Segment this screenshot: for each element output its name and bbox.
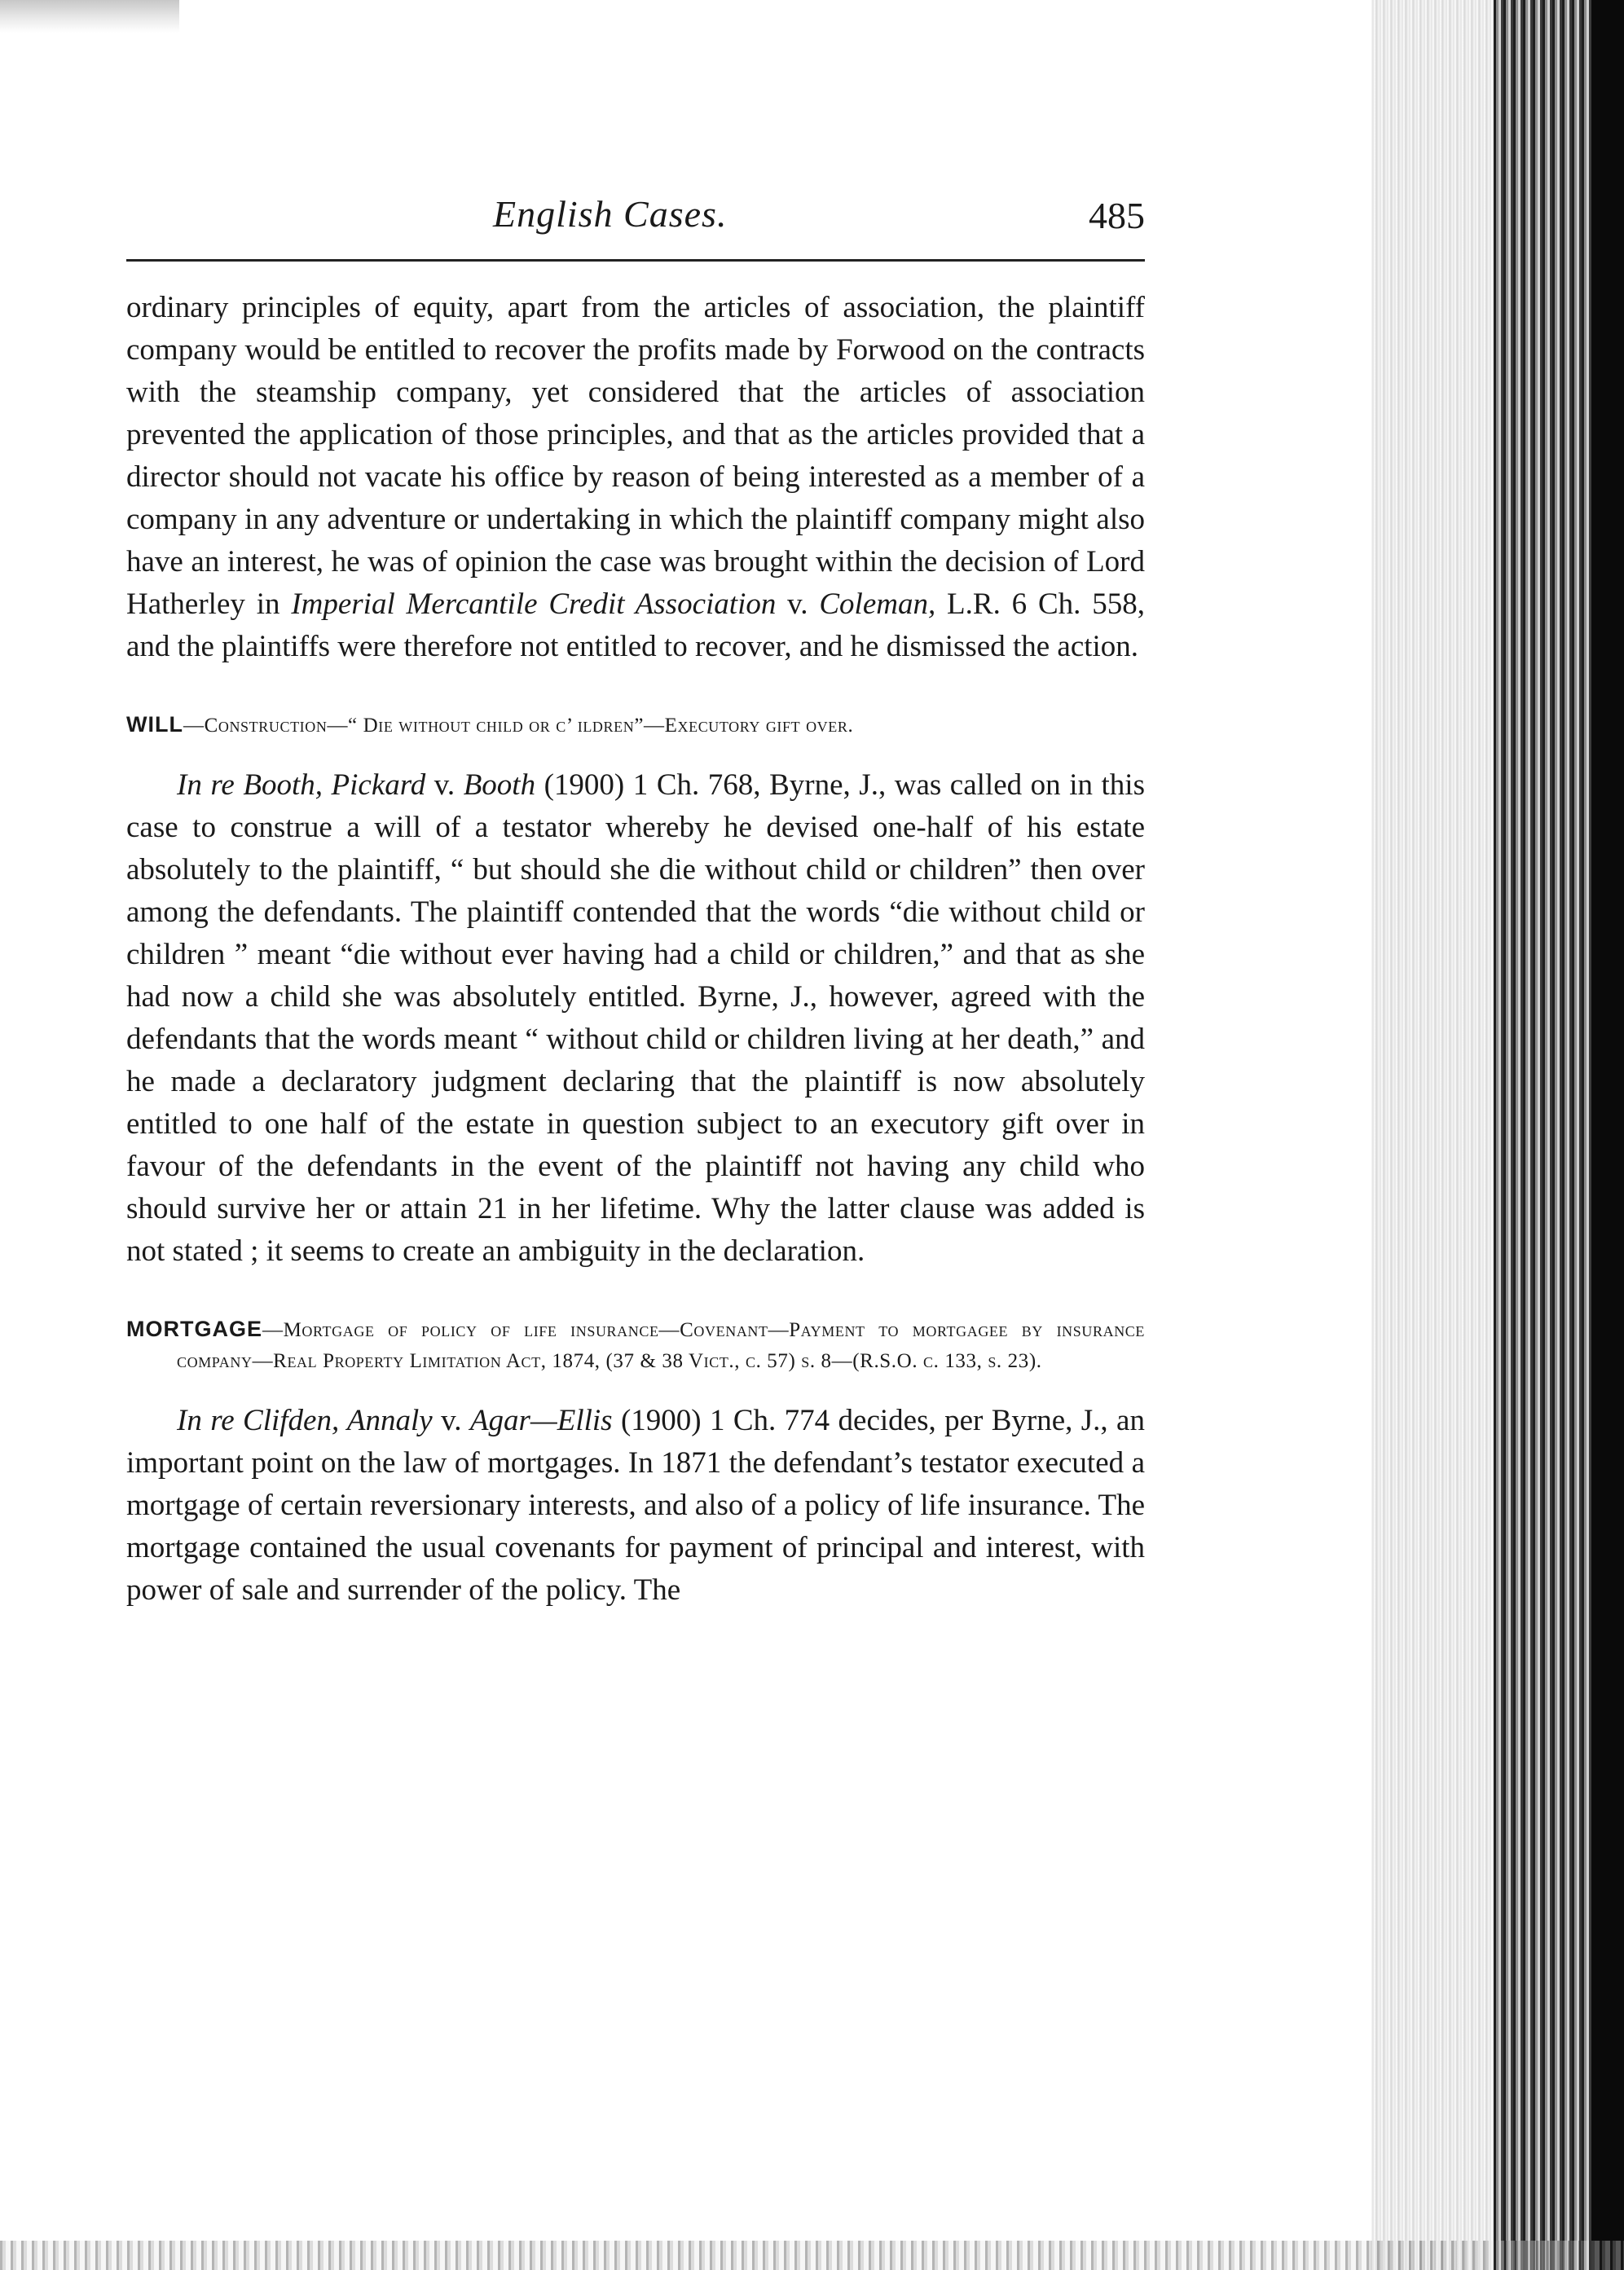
page-edge-speckle bbox=[1371, 0, 1494, 2270]
spacer bbox=[126, 668, 1145, 709]
page-number: 485 bbox=[1089, 195, 1145, 236]
spacer bbox=[126, 1377, 1145, 1400]
spacer bbox=[126, 1273, 1145, 1313]
headnote-mortgage bbox=[126, 1313, 1145, 1377]
spacer bbox=[126, 741, 1145, 764]
versus: v. bbox=[425, 768, 464, 802]
case-name: In re Clifden, Annaly bbox=[177, 1404, 433, 1437]
paragraph-text-end: L.R. 6 Ch. 558, and the plaintiffs were therefore not entitled to recover, and he dismissed the action. bbox=[126, 587, 1145, 663]
page-header bbox=[126, 186, 1145, 251]
versus: v. bbox=[432, 1404, 470, 1437]
headnote-will bbox=[126, 709, 1145, 741]
case-name: In re Booth, Pickard bbox=[177, 768, 426, 802]
paragraph-text: ordinary principles of equity, apart from the articles of association, the plaintiff company would be entitled to recover the profits made by Forwood on the contracts with the steamship company, yet considered that the articles of association prevented the application of those principles, and that as the articles provided that a director should not vacate his office by reason of being interested as a member of a company in any adventure or undertaking in which the plaintiff company might also have an interest, he was of opinion the case was brought within the decision of Lord Hatherley in bbox=[126, 291, 1145, 621]
headnote-keyword: WILL bbox=[126, 712, 183, 737]
scan-artifact-bottom bbox=[0, 2241, 1624, 2270]
paragraph-clifden bbox=[126, 1400, 1145, 1612]
versus: v. bbox=[776, 587, 820, 621]
running-title: English Cases. bbox=[493, 193, 728, 235]
page-edge-stripes bbox=[1494, 0, 1591, 2270]
case-party: Booth bbox=[463, 768, 536, 802]
headnote-keyword: MORTGAGE bbox=[126, 1317, 262, 1341]
paragraph-text: (1900) 1 Ch. 768, Byrne, J., was called on in this case to construe a will of a testator whereby he devised one-half of his estate absolutely to the plaintiff, “ but should she die without child or children” then over among the defendants. The plaintiff contended that the words “die without child or children ” meant “die without ever having had a child or children,” and that as she had now a child she was absolutely entitled. Byrne, J., however, agreed with the defendants that the words meant “ without child or children living at her death,” and he made a declaratory judgment declaring that the plaintiff is now absolutely entitled to one half of the estate in question subject to an executory gift over in favour of the defendants in the event of the plaintiff not having any child who should survive her or attain 21 in her lifetime. Why the latter clause was added is not stated ; it seems to create an ambiguity in the declaration. bbox=[126, 768, 1145, 1268]
scan-artifact-top bbox=[0, 0, 179, 33]
page-edge-shadow bbox=[1371, 0, 1624, 2270]
case-party: Agar—Ellis bbox=[469, 1404, 613, 1437]
paragraph-text: (1900) 1 Ch. 774 decides, per Byrne, J., an important point on the law of mortgages. In 1871 the defendant’s testator executed a mortgage of certain reversionary interests, and also of a policy of life insurance. The mortgage contained the usual covenants for payment of principal and interest, with power of sale and surrender of the policy. The bbox=[126, 1404, 1145, 1607]
paragraph-continuation bbox=[126, 287, 1145, 668]
paragraph-booth bbox=[126, 764, 1145, 1273]
page-edge-dark bbox=[1591, 0, 1624, 2270]
headnote-text: —Construction—“ Die without child or c’ ildren”—Executory gift over. bbox=[183, 715, 854, 737]
headnote-text: —Mortgage of policy of life insurance—Covenant—Payment to mortgagee by insurance company—Real Property Limitation Act, 1874, (37 & 38 Vict., c. 57) s. 8—(R.S.O. c. 133, s. 23). bbox=[177, 1319, 1145, 1372]
page-body bbox=[126, 287, 1145, 1612]
header-rule bbox=[126, 259, 1145, 262]
case-name: Imperial Mercantile Credit Association bbox=[291, 587, 777, 621]
case-party: Coleman, bbox=[819, 587, 936, 621]
